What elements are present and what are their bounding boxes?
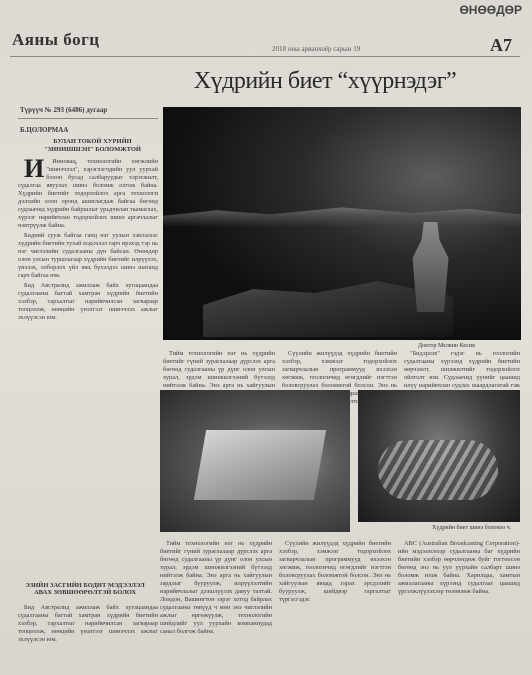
masthead-band — [0, 0, 532, 20]
article-column-2 — [163, 350, 275, 390]
column-3-paragraph: Сүүлийн жилүүдэд хүдрийн биетийн хэлбэр, хэмжээг тодорхойлох загварчлалын программууд ихээхэн хөгжиж, геологичид өгөгдлийг нэгтгэн боловсруулах боломжтой болсон. Энэ нь гарах — [282, 350, 397, 397]
column-1-paragraph-1: Инновац, технологийн хөгжлийн "шинэчлэл", хэрэглэгчдийн уул уурхай болон бусад салбаруудыг хэрэгжилт, судалгаа явуулах шинэ боломж олгож байна. Хүдрийн биетийг тодорхойлох арга технологи дэлхийн олон оронд ашиглагдаж байгаа бөгөөд судлаачид хүдрийн байршлыг урьдчилан таамаглах, хүрээг нарийвчлан тодорхойлох шинэ аргачлалыг нэвтрүүлж байна. — [18, 158, 158, 229]
article-column-7 — [398, 540, 520, 670]
article-column-5 — [160, 540, 272, 670]
column-1-paragraph-2: Бидний сууж байгаа ганц нэг уулын хэвлэлээс хүдрийн биетийн тухай мэдээлэл гарч ирэхэд тэр нь нэг чиглэлийн судалгааны дүн байсан. Өнөөдөр олон улсын туршлагаар хүдрийн биетийг илрүүлэх, үнэлэх, олборлох үйл явц бүхэлдээ шинэ шатанд гарч байгаа юм. — [18, 232, 158, 279]
column-1-paragraph-3: Бид Австралид ажиллаж байх хугацаандаа судалгааны багтай хамтран хүдрийн биетийн хэлбэр, тархалтыг нарийвчилсан загвараар тооцоолж, нөөцийн үнэлгээг шинэчлэх ажлыг эхлүүлсэн юм. — [18, 282, 158, 321]
column-1-lower-paragraph: Бид Австралид ажиллаж байх хугацаандаа судалгааны багтай хамтран хүдрийн биетийн хэлбэр, тархалтыг нарийвчилсан загвараар тооцоолж, нөөцийн үнэлгээг шинэчлэх ажлыг эхлүүлсэн юм. — [18, 604, 158, 643]
dropcap: И — [24, 154, 45, 183]
right-photo — [358, 390, 520, 522]
main-photo-caption: Доктор Мелвин Кесия — [418, 343, 475, 349]
issue-date: 2018 оны арванхоёр сарын 19 — [272, 45, 361, 53]
byline-rule — [18, 118, 158, 119]
newspaper-brand: ӨНӨӨДӨР — [459, 3, 522, 17]
column-5-paragraph: Тийм технологийн нэг нь хүдрийн биетийг гүний зураглалаар дүрслэх арга бөгөөд судалгааны үр дүнг олон улсын хурал, эрдэм шинжилгээний бүтээлд нийтэлж байна. Энэ арга нь хайгуулын зардлыг бууруулж, илрүүлэлтийн нарийвчлалыг дээшлүүлэх давуу талтай. Лондон, Вашингтон зэрэг хотод байрлах судалгааны төвүүд ч мөн энэ чиглэлийн ажлыг өргөжүүлж, технологийн шийдлийг уул уурхайн компаниудад санал болгож байна. — [160, 540, 272, 635]
subhead-1: БУЛАН ТОКОЙ ХУРИЙН "ЗИНИШШЭН" БОЛОМЖТОЙ — [44, 138, 141, 153]
header-rule — [10, 56, 520, 57]
article-column-3 — [282, 350, 397, 397]
subhead-2: ЭЗИЙН ЗАСГИЙН БОДИТ МЭДЭЭЛЭЛ АВАХ ЗӨВШӨӨРӨЛТЭЙ БОЛОХ — [25, 582, 145, 596]
right-photo-caption: Хүдрийн биет шинэ болохоо ч. — [432, 525, 512, 531]
right-photo-detail — [378, 440, 498, 500]
column-6-paragraph: Сүүлийн жилүүдэд хүдрийн биетийн хэлбэр, хэмжээг тодорхойлох загварчлалын программууд ихээхэн хөгжиж, геологичид өгөгдлийг нэгтгэн боловсруулах боломжтой болсон. Энэ нь хайгуулын явцад гарах эрсдэлийг бууруулж, шийдвэр гаргалтыг түргэсгэдэг. — [279, 540, 391, 603]
column-2-paragraph: Тийм технологийн нэг нь хүдрийн биетийг гүний зураглалаар дүрслэх арга бөгөөд судалгааны үр дүнг олон улсын хурал, эрдэм шинжилгээний бүтээлд нийтэлж байна. Энэ арга нь хайгуулын — [163, 350, 275, 389]
lower-photo-object — [194, 430, 326, 500]
byline: Б.ЦОЛОРМАА — [20, 126, 69, 134]
lower-photo — [160, 390, 350, 532]
article-column-4 — [404, 350, 520, 388]
article-column-6 — [279, 540, 391, 670]
article-column-1-lower — [18, 604, 158, 672]
photo-ridge — [163, 199, 521, 227]
issue-line: Түрүүч № 293 (6486) дугаар — [20, 106, 108, 114]
article-headline: Хүдрийн биет “хүүрнэдэг” — [193, 68, 457, 94]
section-title: Аяны богц — [12, 30, 100, 49]
column-7-paragraph: ABC (Australian Broadcasting Corporation)-ийн мэдээлснээр судалгааны баг хүдрийн биетийн хэлбэр өөрчлөгдөж буйг тогтоосон бөгөөд энэ нь уул уурхайн салбарт шинэ боломж нээж байна. Харилцаа, хамтын ажиллагааны хүрээнд судалгааг цаашид үргэлжлүүлэхээр төлөвлөж байна. — [398, 540, 520, 595]
main-photo — [163, 107, 521, 340]
page-number: A7 — [490, 35, 512, 55]
column-4-paragraph: "Бидэрлэх" гэдэг нь геологийн судалгааны хүрээнд хүдрийн биетийн өөрчлөлт, шилжилтийг тодорхойлох ойлголт юм. Судлаачид үүнийг цаашид илүү нарийвчлан судлах шаардлагатай гэж — [404, 350, 520, 389]
article-column-1 — [18, 154, 158, 578]
